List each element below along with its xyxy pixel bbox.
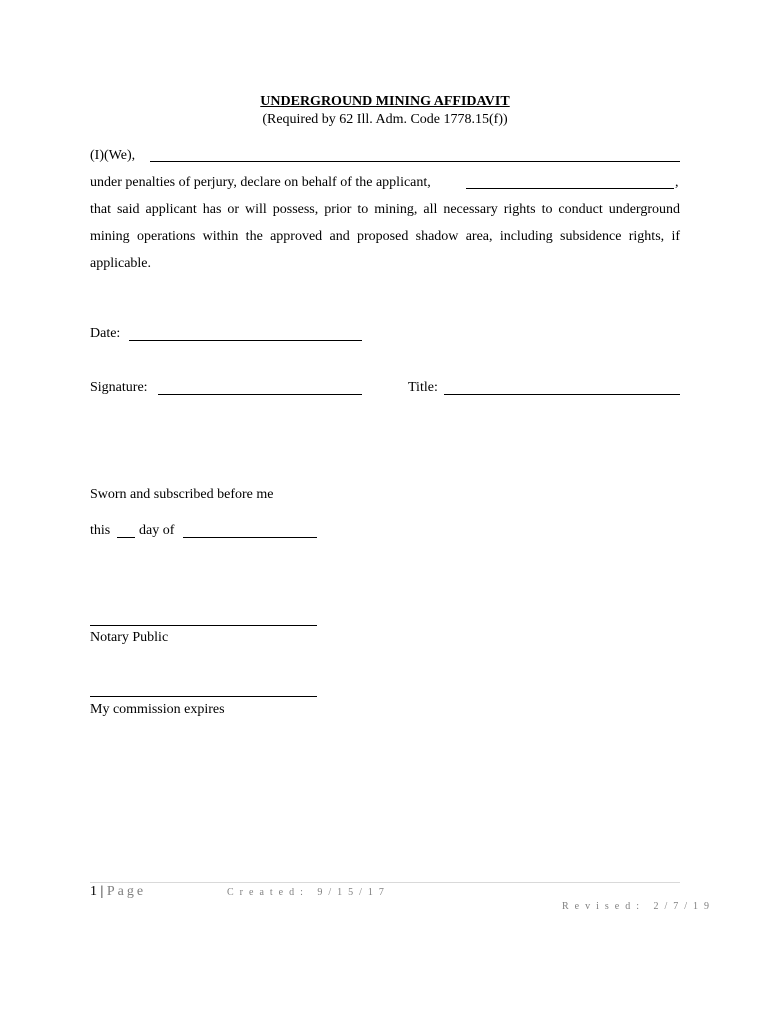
footer-page-number xyxy=(90,884,146,900)
page-number: 1 xyxy=(90,884,97,899)
footer-revised-date: Revised: 2/7/19 xyxy=(562,901,716,912)
document-subtitle: (Required by 62 Ill. Adm. Code 1778.15(f)) xyxy=(262,112,508,127)
footer-created-date: Created: 9/15/17 xyxy=(227,887,390,898)
comma-text: , xyxy=(675,175,679,190)
title-label: Title: xyxy=(408,380,438,395)
i-we-name-field[interactable] xyxy=(150,161,680,162)
page-word: Page xyxy=(106,884,147,899)
commission-label: My commission expires xyxy=(90,702,225,717)
sworn-text: Sworn and subscribed before me xyxy=(90,487,274,502)
footer-divider xyxy=(90,882,680,883)
date-field[interactable] xyxy=(129,340,362,341)
i-we-label: (I)(We), xyxy=(90,148,136,163)
notary-label: Notary Public xyxy=(90,630,169,645)
affidavit-paragraph: that said applicant has or will possess, prior to mining, all necessary rights to conduct underground mining operations within the approved and proposed shadow area, including subsidence rights, if applicable. xyxy=(90,202,680,271)
date-label: Date: xyxy=(90,326,121,341)
title-field[interactable] xyxy=(444,394,680,395)
month-year-field[interactable] xyxy=(183,537,317,538)
perjury-text: under penalties of perjury, declare on behalf of the applicant, xyxy=(90,175,431,190)
day-of-label: day of xyxy=(139,523,175,538)
commission-expiry-field[interactable] xyxy=(90,696,317,697)
this-label: this xyxy=(90,523,111,538)
applicant-name-field[interactable] xyxy=(466,188,674,189)
day-field[interactable] xyxy=(117,537,135,538)
notary-signature-field[interactable] xyxy=(90,625,317,626)
signature-field[interactable] xyxy=(158,394,362,395)
document-title: UNDERGROUND MINING AFFIDAVIT xyxy=(260,94,510,109)
signature-label: Signature: xyxy=(90,380,148,395)
page-separator: | xyxy=(97,884,107,899)
